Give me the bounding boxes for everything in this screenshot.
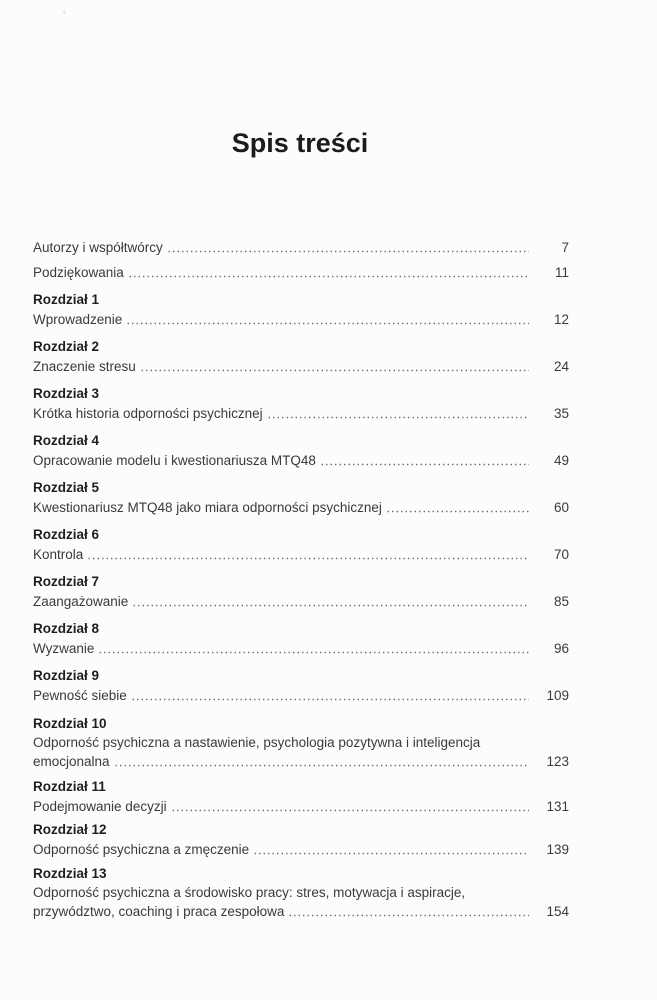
toc-line	[33, 357, 569, 377]
page-number: 12	[553, 312, 569, 327]
page-number: 96	[553, 641, 569, 656]
entry-title: Wyzwanie	[33, 641, 95, 656]
toc-chapter	[33, 820, 569, 860]
toc-chapter	[33, 478, 569, 518]
entry-title: Kontrola	[33, 547, 84, 562]
dot-leader	[114, 764, 529, 767]
toc-chapter	[33, 525, 569, 565]
dot-leader	[320, 463, 529, 466]
page-number: 35	[553, 406, 569, 421]
chapter-heading: Rozdział 9	[33, 668, 100, 683]
page-number: 131	[546, 799, 569, 814]
page-number: 24	[553, 359, 569, 374]
entry-title: Wprowadzenie	[33, 312, 123, 327]
toc-chapter	[33, 714, 569, 772]
entry-title: Krótka historia odporności psychicznej	[33, 406, 263, 421]
page-number: 49	[553, 453, 569, 468]
toc-line	[33, 498, 569, 518]
chapter-heading: Rozdział 2	[33, 339, 100, 354]
toc-chapter	[33, 666, 569, 706]
page-number: 60	[553, 500, 569, 515]
toc-line	[33, 902, 569, 922]
chapter-heading: Rozdział 6	[33, 527, 100, 542]
chapter-heading: Rozdział 5	[33, 480, 100, 495]
chapter-heading: Rozdział 8	[33, 621, 100, 636]
toc-chapter	[33, 337, 569, 377]
toc-line	[33, 797, 569, 817]
toc-entry	[33, 263, 569, 283]
dot-leader	[98, 651, 529, 654]
toc-entry	[33, 238, 569, 258]
dot-leader	[140, 369, 529, 372]
page-number: 123	[546, 754, 569, 769]
dot-leader	[171, 809, 529, 812]
page-number: 7	[561, 240, 569, 255]
page-title: Spis treści	[231, 128, 369, 158]
dot-leader	[126, 322, 529, 325]
dot-leader	[132, 604, 529, 607]
chapter-heading: Rozdział 12	[33, 822, 107, 837]
chapter-heading: Rozdział 4	[33, 433, 100, 448]
page-number: 154	[546, 904, 569, 919]
page-number: 70	[553, 547, 569, 562]
page-number: 109	[546, 688, 569, 703]
entry-title: Opracowanie modelu i kwestionariusza MTQ48	[33, 453, 316, 468]
toc-line	[33, 752, 569, 772]
entry-title: Znaczenie stresu	[33, 359, 136, 374]
toc-line	[33, 639, 569, 659]
entry-title-line: Odporność psychiczna a nastawienie, psychologia pozytywna i inteligencja	[33, 735, 481, 750]
page-number: 85	[553, 594, 569, 609]
toc-line	[33, 451, 569, 471]
dot-leader	[267, 416, 529, 419]
dot-leader	[131, 698, 529, 701]
dot-leader	[128, 275, 529, 278]
toc-chapter	[33, 572, 569, 612]
entry-title: Podziękowania	[33, 265, 124, 280]
toc-line	[33, 310, 569, 330]
toc-chapter	[33, 384, 569, 424]
entry-title: Podejmowanie decyzji	[33, 799, 167, 814]
chapter-heading: Rozdział 7	[33, 574, 100, 589]
entry-title: emocjonalna	[33, 754, 110, 769]
chapter-heading: Rozdział 10	[33, 716, 107, 731]
toc-chapter	[33, 777, 569, 817]
page-number: 139	[546, 842, 569, 857]
toc-chapter	[33, 619, 569, 659]
toc-line	[33, 592, 569, 612]
toc-chapter	[33, 290, 569, 330]
scan-speck: ◦	[63, 8, 66, 17]
entry-title: Zaangażowanie	[33, 594, 129, 609]
toc-chapter	[33, 431, 569, 471]
dot-leader	[288, 914, 529, 917]
entry-title: Kwestionariusz MTQ48 jako miara odporności psychicznej	[33, 500, 382, 515]
chapter-heading: Rozdział 1	[33, 292, 100, 307]
entry-title: przywództwo, coaching i praca zespołowa	[33, 904, 285, 919]
entry-title-line: Odporność psychiczna a środowisko pracy: stres, motywacja i aspiracje,	[33, 885, 466, 900]
toc-line	[33, 545, 569, 565]
toc-chapter	[33, 864, 569, 922]
chapter-heading: Rozdział 3	[33, 386, 100, 401]
dot-leader	[87, 557, 529, 560]
toc-line	[33, 404, 569, 424]
page-number: 11	[554, 265, 569, 280]
entry-title: Autorzy i współtwórcy	[33, 240, 163, 255]
toc-line	[33, 263, 569, 283]
toc-line	[33, 686, 569, 706]
chapter-heading: Rozdział 11	[33, 779, 106, 794]
dot-leader	[253, 852, 529, 855]
toc-line	[33, 238, 569, 258]
chapter-heading: Rozdział 13	[33, 866, 107, 881]
entry-title: Odporność psychiczna a zmęczenie	[33, 842, 250, 857]
dot-leader	[386, 510, 529, 513]
toc-line	[33, 840, 569, 860]
dot-leader	[167, 250, 529, 253]
entry-title: Pewność siebie	[33, 688, 127, 703]
